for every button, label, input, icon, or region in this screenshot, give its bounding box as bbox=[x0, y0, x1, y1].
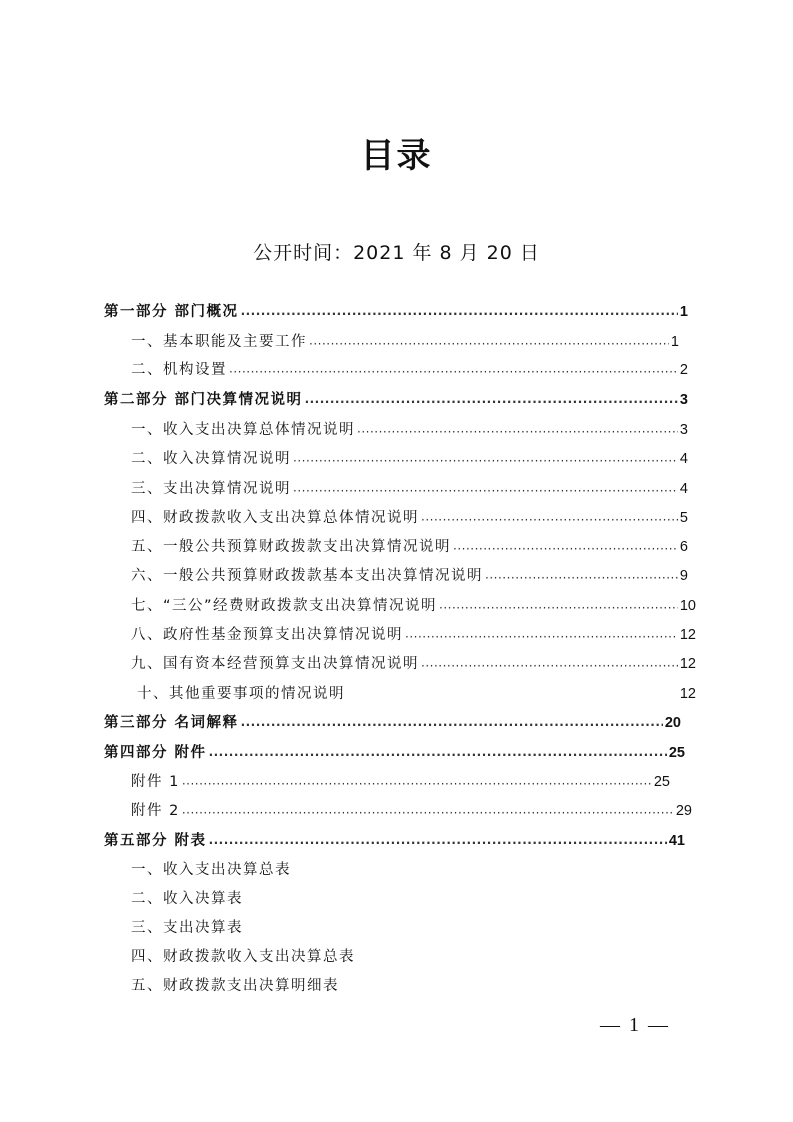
toc-entry-label: 第五部分 附表 bbox=[104, 833, 207, 849]
toc-page-number: 12 bbox=[679, 686, 696, 702]
toc-entry-label: 六、一般公共预算财政拨款基本支出决算情况说明 bbox=[131, 568, 483, 584]
toc-entry-label: 五、财政拨款支出决算明细表 bbox=[131, 978, 339, 994]
toc-entry[interactable] bbox=[131, 448, 688, 470]
toc-section[interactable] bbox=[104, 712, 681, 734]
toc-page-number: 10 bbox=[679, 598, 696, 614]
toc-entry-label: 二、收入决算情况说明 bbox=[131, 451, 291, 467]
toc-entry-label: 第二部分 部门决算情况说明 bbox=[104, 392, 303, 408]
toc-entry-label: 附件 1 bbox=[131, 774, 180, 790]
toc-dot-leader bbox=[453, 540, 678, 558]
toc-dot-leader bbox=[209, 746, 667, 764]
toc-dot-leader bbox=[421, 511, 678, 529]
toc-dot-leader bbox=[182, 775, 652, 793]
toc-entry-label: 七、“三公”经费财政拨款支出决算情况说明 bbox=[131, 598, 438, 614]
page-title: 目录 bbox=[360, 136, 433, 176]
toc-dot-leader bbox=[485, 569, 678, 587]
toc-entry[interactable] bbox=[137, 683, 696, 705]
toc-entry[interactable] bbox=[131, 331, 679, 353]
toc-page-number: 12 bbox=[679, 656, 696, 672]
toc-entry-label: 第三部分 名词解释 bbox=[104, 715, 239, 731]
toc-entry[interactable] bbox=[131, 975, 339, 997]
toc-dot-leader bbox=[305, 393, 678, 411]
toc-page-number: 2 bbox=[679, 362, 688, 378]
toc-dot-leader bbox=[293, 452, 678, 470]
toc-dot-leader bbox=[229, 363, 678, 381]
toc-entry[interactable] bbox=[131, 565, 688, 587]
toc-page-number: 4 bbox=[679, 451, 688, 467]
publish-date: 公开时间：2021 年 8 月 20 日 bbox=[253, 242, 540, 264]
toc-entry[interactable] bbox=[131, 946, 355, 968]
toc-entry[interactable] bbox=[131, 653, 696, 675]
toc-entry[interactable] bbox=[131, 419, 688, 441]
toc-entry-label: 四、财政拨款收入支出决算总体情况说明 bbox=[131, 510, 419, 526]
toc-page-number: 4 bbox=[679, 481, 688, 497]
toc-page-number: 5 bbox=[679, 510, 688, 526]
toc-entry-label: 五、一般公共预算财政拨款支出决算情况说明 bbox=[131, 539, 451, 555]
toc-entry-label: 三、支出决算情况说明 bbox=[131, 481, 291, 497]
toc-section[interactable] bbox=[104, 301, 688, 323]
toc-page-number: 1 bbox=[670, 334, 679, 350]
toc-section[interactable] bbox=[104, 830, 685, 852]
toc-entry[interactable] bbox=[131, 595, 696, 617]
toc-dot-leader bbox=[241, 305, 678, 323]
toc-entry-label: 二、机构设置 bbox=[131, 362, 227, 378]
toc-dot-leader bbox=[439, 599, 678, 617]
toc-entry[interactable] bbox=[131, 917, 243, 939]
toc-entry-label: 三、支出决算表 bbox=[131, 920, 243, 936]
toc-entry[interactable] bbox=[131, 771, 670, 793]
toc-dot-leader bbox=[309, 335, 669, 353]
toc-dot-leader bbox=[241, 716, 663, 734]
toc-page-number: 25 bbox=[653, 774, 670, 790]
toc-entry-label: 二、收入决算表 bbox=[131, 891, 243, 907]
toc-page-number: 25 bbox=[668, 745, 685, 761]
toc-entry[interactable] bbox=[131, 359, 688, 381]
toc-entry-label: 一、收入支出决算总体情况说明 bbox=[131, 422, 355, 438]
toc-page-number: 6 bbox=[679, 539, 688, 555]
toc-page-number: 29 bbox=[675, 803, 692, 819]
toc-entry-label: 一、基本职能及主要工作 bbox=[131, 334, 307, 350]
toc-page-number: 9 bbox=[679, 568, 688, 584]
toc-entry[interactable] bbox=[131, 800, 692, 822]
toc-entry[interactable] bbox=[131, 536, 688, 558]
page-number: — 1 — bbox=[600, 1014, 670, 1036]
toc-page-number: 3 bbox=[679, 392, 688, 408]
toc-page-number: 3 bbox=[679, 422, 688, 438]
toc-page-number: 1 bbox=[679, 304, 688, 320]
toc-entry-label: 第一部分 部门概况 bbox=[104, 304, 239, 320]
toc-entry[interactable] bbox=[131, 888, 243, 910]
toc-dot-leader bbox=[209, 834, 667, 852]
toc-entry[interactable] bbox=[131, 624, 696, 646]
toc-entry[interactable] bbox=[131, 859, 291, 881]
toc-entry-label: 十、其他重要事项的情况说明 bbox=[137, 686, 345, 702]
toc-entry[interactable] bbox=[131, 507, 688, 529]
toc-entry-label: 附件 2 bbox=[131, 803, 180, 819]
toc-dot-leader bbox=[357, 423, 678, 441]
toc-page-number: 20 bbox=[664, 715, 681, 731]
toc-entry[interactable] bbox=[131, 478, 688, 500]
toc-section[interactable] bbox=[104, 742, 685, 764]
toc-page-number: 12 bbox=[679, 627, 696, 643]
toc-dot-leader bbox=[421, 657, 678, 675]
toc-entry-label: 九、国有资本经营预算支出决算情况说明 bbox=[131, 656, 419, 672]
toc-dot-leader bbox=[405, 628, 678, 646]
toc-entry-label: 一、收入支出决算总表 bbox=[131, 862, 291, 878]
toc-section[interactable] bbox=[104, 389, 688, 411]
toc-page-number: 41 bbox=[668, 833, 685, 849]
toc-entry-label: 四、财政拨款收入支出决算总表 bbox=[131, 949, 355, 965]
toc-dot-leader bbox=[293, 482, 678, 500]
toc-dot-leader bbox=[182, 804, 674, 822]
toc-entry-label: 第四部分 附件 bbox=[104, 745, 207, 761]
toc-entry-label: 八、政府性基金预算支出决算情况说明 bbox=[131, 627, 403, 643]
